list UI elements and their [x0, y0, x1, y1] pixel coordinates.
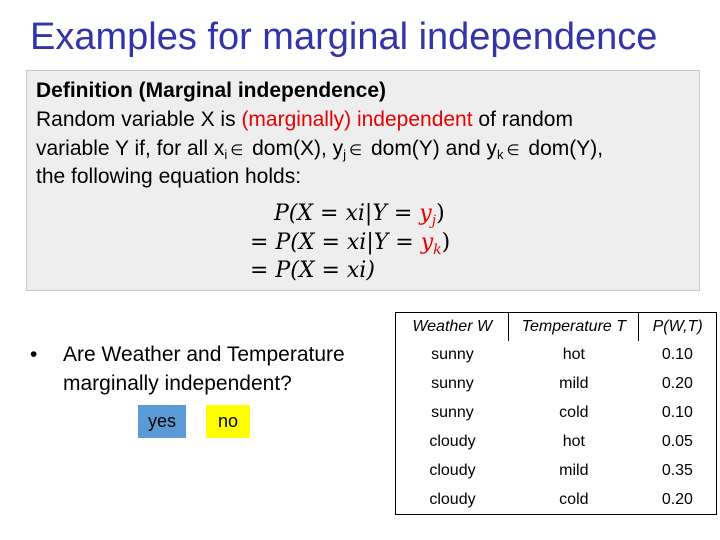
column-header-probability: P(W,T) [639, 313, 717, 342]
equation-line-3: = P(X = xi) [250, 258, 375, 283]
table-cell: cloudy [429, 432, 476, 450]
table-cell: 0.10 [661, 404, 693, 422]
definition-text: of random [472, 108, 573, 131]
answer-no-button[interactable]: no [206, 405, 250, 438]
subscript-i: i [224, 147, 228, 162]
equation-subscript: j [431, 213, 437, 229]
table-cell: cloudy [429, 461, 476, 479]
column-header-weather: Weather W [412, 318, 493, 335]
subscript-j: j [343, 147, 347, 162]
table-cell: 0.05 [661, 432, 693, 450]
table-row [396, 485, 717, 514]
table-cell: sunny [431, 404, 474, 422]
definition-text: dom(Y) and y [365, 137, 498, 160]
definition-line-3: the following equation holds: [36, 165, 302, 188]
table-cell: cloudy [429, 490, 476, 508]
equation-highlight: y [420, 230, 434, 255]
equation-subscript: k [433, 242, 442, 258]
definition-text: dom(Y), [522, 137, 604, 160]
question-line-1: Are Weather and Temperature [63, 343, 345, 366]
table-cell: hot [562, 346, 585, 364]
equation-text: P(X = xi|Y = [274, 201, 420, 226]
table-row [396, 456, 717, 485]
element-of-symbol: ∈ [349, 142, 363, 159]
table-row [396, 399, 717, 428]
table-header-row [396, 313, 717, 342]
table-row [396, 427, 717, 456]
table-cell: cold [559, 404, 589, 422]
slide-title: Examples for marginal independence [30, 16, 658, 58]
table-cell: mild [559, 461, 589, 479]
answer-yes-button[interactable]: yes [138, 405, 186, 438]
table-cell: cold [559, 490, 589, 508]
question-line-2: marginally independent? [63, 372, 292, 395]
definition-heading: Definition (Marginal independence) [36, 79, 387, 102]
element-of-symbol: ∈ [230, 142, 244, 159]
table-cell: 0.20 [661, 375, 693, 393]
bullet-icon: • [30, 343, 38, 366]
definition-text: variable Y if, for all x [36, 137, 225, 160]
joint-probability-table [395, 312, 717, 515]
definition-text: dom(X), y [246, 137, 344, 160]
table-cell: 0.20 [661, 490, 693, 508]
table-cell: sunny [431, 375, 474, 393]
definition-highlight: (marginally) independent [241, 108, 473, 131]
subscript-k: k [497, 147, 504, 162]
table-cell: 0.10 [661, 346, 693, 364]
table-cell: hot [562, 432, 585, 450]
table-cell: 0.35 [661, 461, 693, 479]
table-row [396, 370, 717, 399]
equation-highlight: y [419, 201, 432, 226]
element-of-symbol: ∈ [506, 142, 520, 159]
table-row [396, 341, 717, 370]
equation-line-1 [274, 201, 445, 229]
equation-text: ) [436, 201, 445, 226]
definition-line-1 [36, 108, 573, 132]
equation-line-2 [250, 230, 450, 258]
definition-line-2 [36, 137, 603, 162]
table-cell: sunny [431, 346, 474, 364]
column-header-temperature: Temperature T [509, 313, 639, 342]
definition-box [26, 70, 700, 291]
equation-text: = P(X = xi|Y = [250, 230, 421, 255]
table-cell: mild [559, 375, 589, 393]
definition-text: Random variable X is [36, 108, 242, 131]
equation-text: ) [441, 230, 451, 255]
